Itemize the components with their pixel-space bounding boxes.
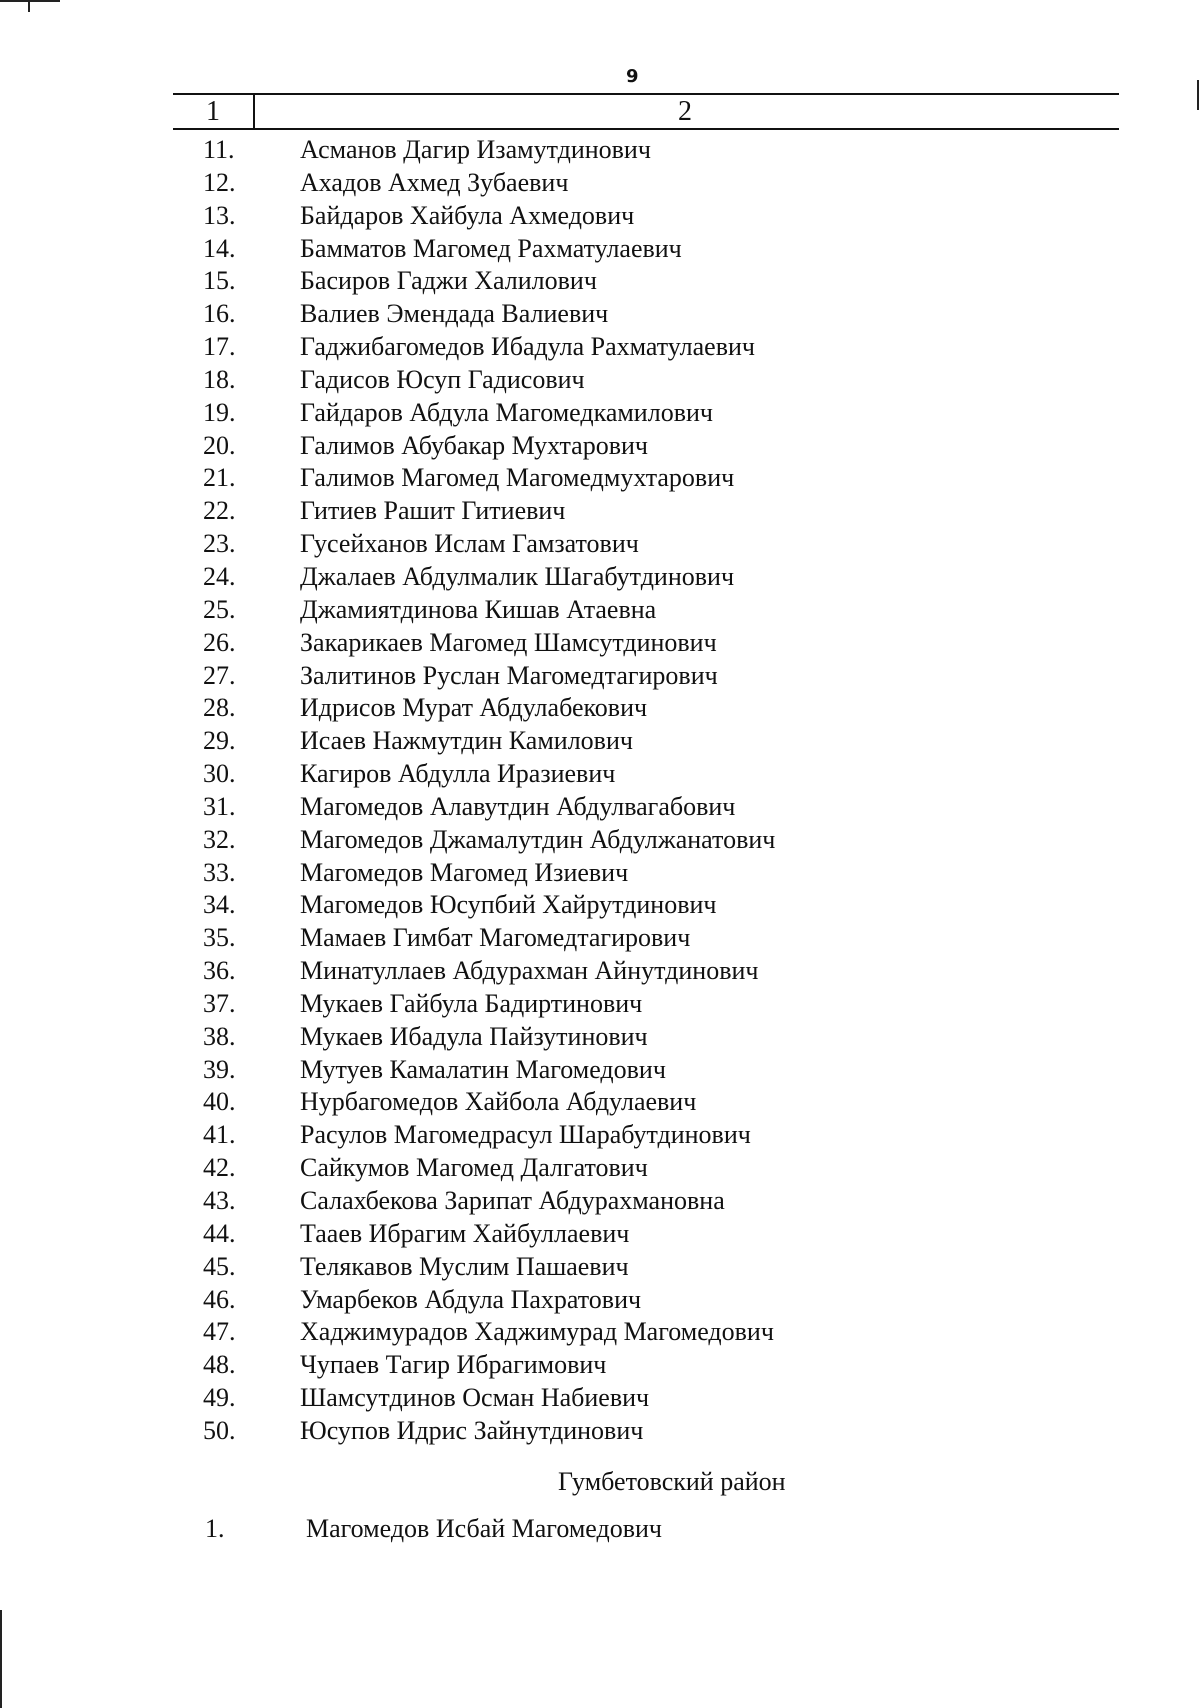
list-item bbox=[0, 430, 1200, 463]
list-item bbox=[0, 1218, 1200, 1251]
list-item-name: Хаджимурадов Хаджимурад Магомедович bbox=[300, 1317, 774, 1347]
list-item-number: 20. bbox=[203, 430, 236, 460]
list-item-name: Сайкумов Магомед Далгатович bbox=[300, 1153, 648, 1183]
list-item bbox=[0, 758, 1200, 791]
list-item bbox=[0, 1021, 1200, 1054]
list-item-number: 37. bbox=[203, 988, 236, 1018]
list-item-number: 23. bbox=[203, 529, 236, 559]
list-item bbox=[0, 364, 1200, 397]
list-item bbox=[0, 397, 1200, 430]
list-item bbox=[0, 791, 1200, 824]
list-item-name: Закарикаев Магомед Шамсутдинович bbox=[300, 627, 717, 657]
list-item-number: 43. bbox=[203, 1186, 236, 1215]
list-item-name: Мутуев Камалатин Магомедович bbox=[300, 1054, 666, 1084]
section-entry-number: 1. bbox=[205, 1514, 225, 1543]
list-item-name: Нурбагомедов Хайбола Абдулаевич bbox=[300, 1087, 697, 1117]
list-item-number: 27. bbox=[203, 660, 236, 690]
list-item bbox=[0, 200, 1200, 233]
list-item bbox=[0, 857, 1200, 890]
list-item bbox=[0, 660, 1200, 693]
list-item-number: 40. bbox=[203, 1087, 236, 1117]
list-item-number: 41. bbox=[203, 1120, 236, 1150]
list-item-number: 15. bbox=[203, 266, 236, 296]
list-item-name: Мукаев Гайбула Бадиртинович bbox=[300, 988, 643, 1018]
list-item-number: 30. bbox=[203, 759, 236, 789]
list-item-number: 33. bbox=[203, 857, 236, 887]
list-item-name: Чупаев Тагир Ибрагимович bbox=[300, 1350, 607, 1380]
list-item-number: 42. bbox=[203, 1153, 236, 1183]
list-item-number: 22. bbox=[203, 496, 236, 526]
list-item bbox=[0, 1086, 1200, 1119]
list-item-name: Умарбеков Абдула Пахратович bbox=[300, 1284, 642, 1314]
list-item-number: 31. bbox=[203, 791, 236, 821]
scan-margin-line bbox=[0, 1610, 2, 1708]
list-item-number: 38. bbox=[203, 1021, 236, 1051]
list-item-number: 36. bbox=[203, 956, 236, 986]
list-item-number: 16. bbox=[203, 299, 236, 329]
list-item-name: Гайдаров Абдула Магомедкамилович bbox=[300, 397, 713, 427]
list-item-number: 25. bbox=[203, 594, 236, 624]
column-header-name: 2 bbox=[678, 96, 692, 127]
list-item-name: Ахадов Ахмед Зубаевич bbox=[300, 167, 569, 197]
page-number: 9 bbox=[626, 66, 639, 87]
list-item-name: Гитиев Рашит Гитиевич bbox=[300, 496, 566, 526]
list-item-name: Мукаев Ибадула Пайзутинович bbox=[300, 1021, 648, 1051]
table-header-top-rule bbox=[173, 93, 1119, 95]
list-item bbox=[0, 462, 1200, 495]
list-item bbox=[0, 528, 1200, 561]
list-item-name: Галимов Магомед Магомедмухтарович bbox=[300, 463, 735, 493]
list-item-name: Магомедов Магомед Изиевич bbox=[300, 857, 629, 887]
list-item-name: Исаев Нажмутдин Камилович bbox=[300, 726, 633, 756]
list-item bbox=[0, 1251, 1200, 1284]
list-item-number: 46. bbox=[203, 1284, 236, 1314]
list-item-number: 44. bbox=[203, 1218, 236, 1248]
scan-corner-mark bbox=[0, 0, 60, 2]
list-item-number: 47. bbox=[203, 1317, 236, 1347]
list-item-name: Идрисов Мурат Абдулабекович bbox=[300, 693, 648, 723]
list-item-name: Тааев Ибрагим Хайбуллаевич bbox=[300, 1218, 630, 1248]
list-item bbox=[0, 265, 1200, 298]
list-item-name: Магомедов Алавутдин Абдулвагабович bbox=[300, 791, 736, 821]
list-item-number: 39. bbox=[203, 1054, 236, 1084]
list-item bbox=[0, 1382, 1200, 1415]
list-item-number: 48. bbox=[203, 1350, 236, 1380]
scan-corner-tick bbox=[28, 0, 30, 12]
list-item-number: 32. bbox=[203, 824, 236, 854]
list-item-number: 50. bbox=[203, 1415, 236, 1445]
list-item-number: 11. bbox=[203, 135, 235, 164]
list-item-name: Магомедов Юсупбий Хайрутдинович bbox=[300, 890, 717, 920]
list-item bbox=[0, 594, 1200, 627]
list-item bbox=[0, 824, 1200, 857]
list-item bbox=[0, 692, 1200, 725]
list-item-name: Валиев Эмендада Валиевич bbox=[300, 299, 609, 329]
list-item bbox=[0, 1185, 1200, 1218]
list-item bbox=[0, 955, 1200, 988]
list-item bbox=[0, 134, 1200, 167]
list-item-name: Мамаев Гимбат Магомедтагирович bbox=[300, 923, 691, 953]
list-item-name: Шамсутдинов Осман Набиевич bbox=[300, 1383, 650, 1413]
list-item-name: Асманов Дагир Изамутдинович bbox=[300, 135, 651, 164]
list-item-number: 19. bbox=[203, 397, 236, 427]
list-item-number: 34. bbox=[203, 890, 236, 920]
list-item-number: 21. bbox=[203, 463, 236, 493]
list-item bbox=[0, 167, 1200, 200]
list-item bbox=[0, 331, 1200, 364]
list-item-name: Залитинов Руслан Магомедтагирович bbox=[300, 660, 718, 690]
list-item bbox=[0, 889, 1200, 922]
list-item-number: 24. bbox=[203, 561, 236, 591]
list-item-number: 49. bbox=[203, 1383, 236, 1413]
scan-edge-mark bbox=[1197, 80, 1199, 110]
list-item-number: 29. bbox=[203, 726, 236, 756]
list-item-number: 14. bbox=[203, 233, 236, 263]
list-item-number: 28. bbox=[203, 693, 236, 723]
list-item-name: Бамматов Магомед Рахматулаевич bbox=[300, 233, 682, 263]
name-list bbox=[0, 134, 1200, 1448]
column-header-number: 1 bbox=[206, 96, 220, 127]
list-item-name: Байдаров Хайбула Ахмедович bbox=[300, 200, 635, 230]
list-item-name: Джалаев Абдулмалик Шагабутдинович bbox=[300, 561, 735, 591]
list-item-name: Магомедов Джамалутдин Абдулжанатович bbox=[300, 824, 776, 854]
list-item-name: Гаджибагомедов Ибадула Рахматулаевич bbox=[300, 332, 755, 362]
list-item-number: 45. bbox=[203, 1251, 236, 1281]
list-item bbox=[0, 1316, 1200, 1349]
list-item-number: 12. bbox=[203, 167, 236, 197]
list-item bbox=[0, 922, 1200, 955]
list-item-number: 17. bbox=[203, 332, 236, 362]
section-entry-name: Магомедов Исбай Магомедович bbox=[306, 1514, 662, 1543]
list-item-name: Джамиятдинова Кишав Атаевна bbox=[300, 594, 657, 624]
list-item-name: Телякавов Муслим Пашаевич bbox=[300, 1251, 629, 1281]
table-header-bottom-rule bbox=[173, 128, 1119, 130]
list-item bbox=[0, 561, 1200, 594]
table-header-column-divider bbox=[253, 93, 255, 129]
list-item-name: Гадисов Юсуп Гадисович bbox=[300, 364, 585, 394]
list-item bbox=[0, 627, 1200, 660]
list-item bbox=[0, 1415, 1200, 1448]
list-item-name: Басиров Гаджи Халилович bbox=[300, 266, 597, 296]
list-item-name: Кагиров Абдулла Иразиевич bbox=[300, 759, 616, 789]
list-item bbox=[0, 1119, 1200, 1152]
list-item bbox=[0, 495, 1200, 528]
list-item bbox=[0, 233, 1200, 266]
list-item bbox=[0, 988, 1200, 1021]
list-item bbox=[0, 1349, 1200, 1382]
list-item-name: Салахбекова Зарипат Абдурахмановна bbox=[300, 1186, 725, 1215]
list-item bbox=[0, 1152, 1200, 1185]
list-item bbox=[0, 725, 1200, 758]
list-item-number: 18. bbox=[203, 364, 236, 394]
list-item bbox=[0, 1054, 1200, 1087]
list-item-name: Минатуллаев Абдурахман Айнутдинович bbox=[300, 956, 759, 986]
list-item-number: 13. bbox=[203, 200, 236, 230]
list-item-name: Галимов Абубакар Мухтарович bbox=[300, 430, 648, 460]
list-item bbox=[0, 298, 1200, 331]
section-heading: Гумбетовский район bbox=[558, 1467, 786, 1496]
list-item-name: Гусейханов Ислам Гамзатович bbox=[300, 529, 639, 559]
list-item-name: Расулов Магомедрасул Шарабутдинович bbox=[300, 1120, 751, 1150]
list-item bbox=[0, 1284, 1200, 1317]
list-item-name: Юсупов Идрис Зайнутдинович bbox=[300, 1415, 644, 1445]
list-item-number: 26. bbox=[203, 627, 236, 657]
list-item-number: 35. bbox=[203, 923, 236, 953]
